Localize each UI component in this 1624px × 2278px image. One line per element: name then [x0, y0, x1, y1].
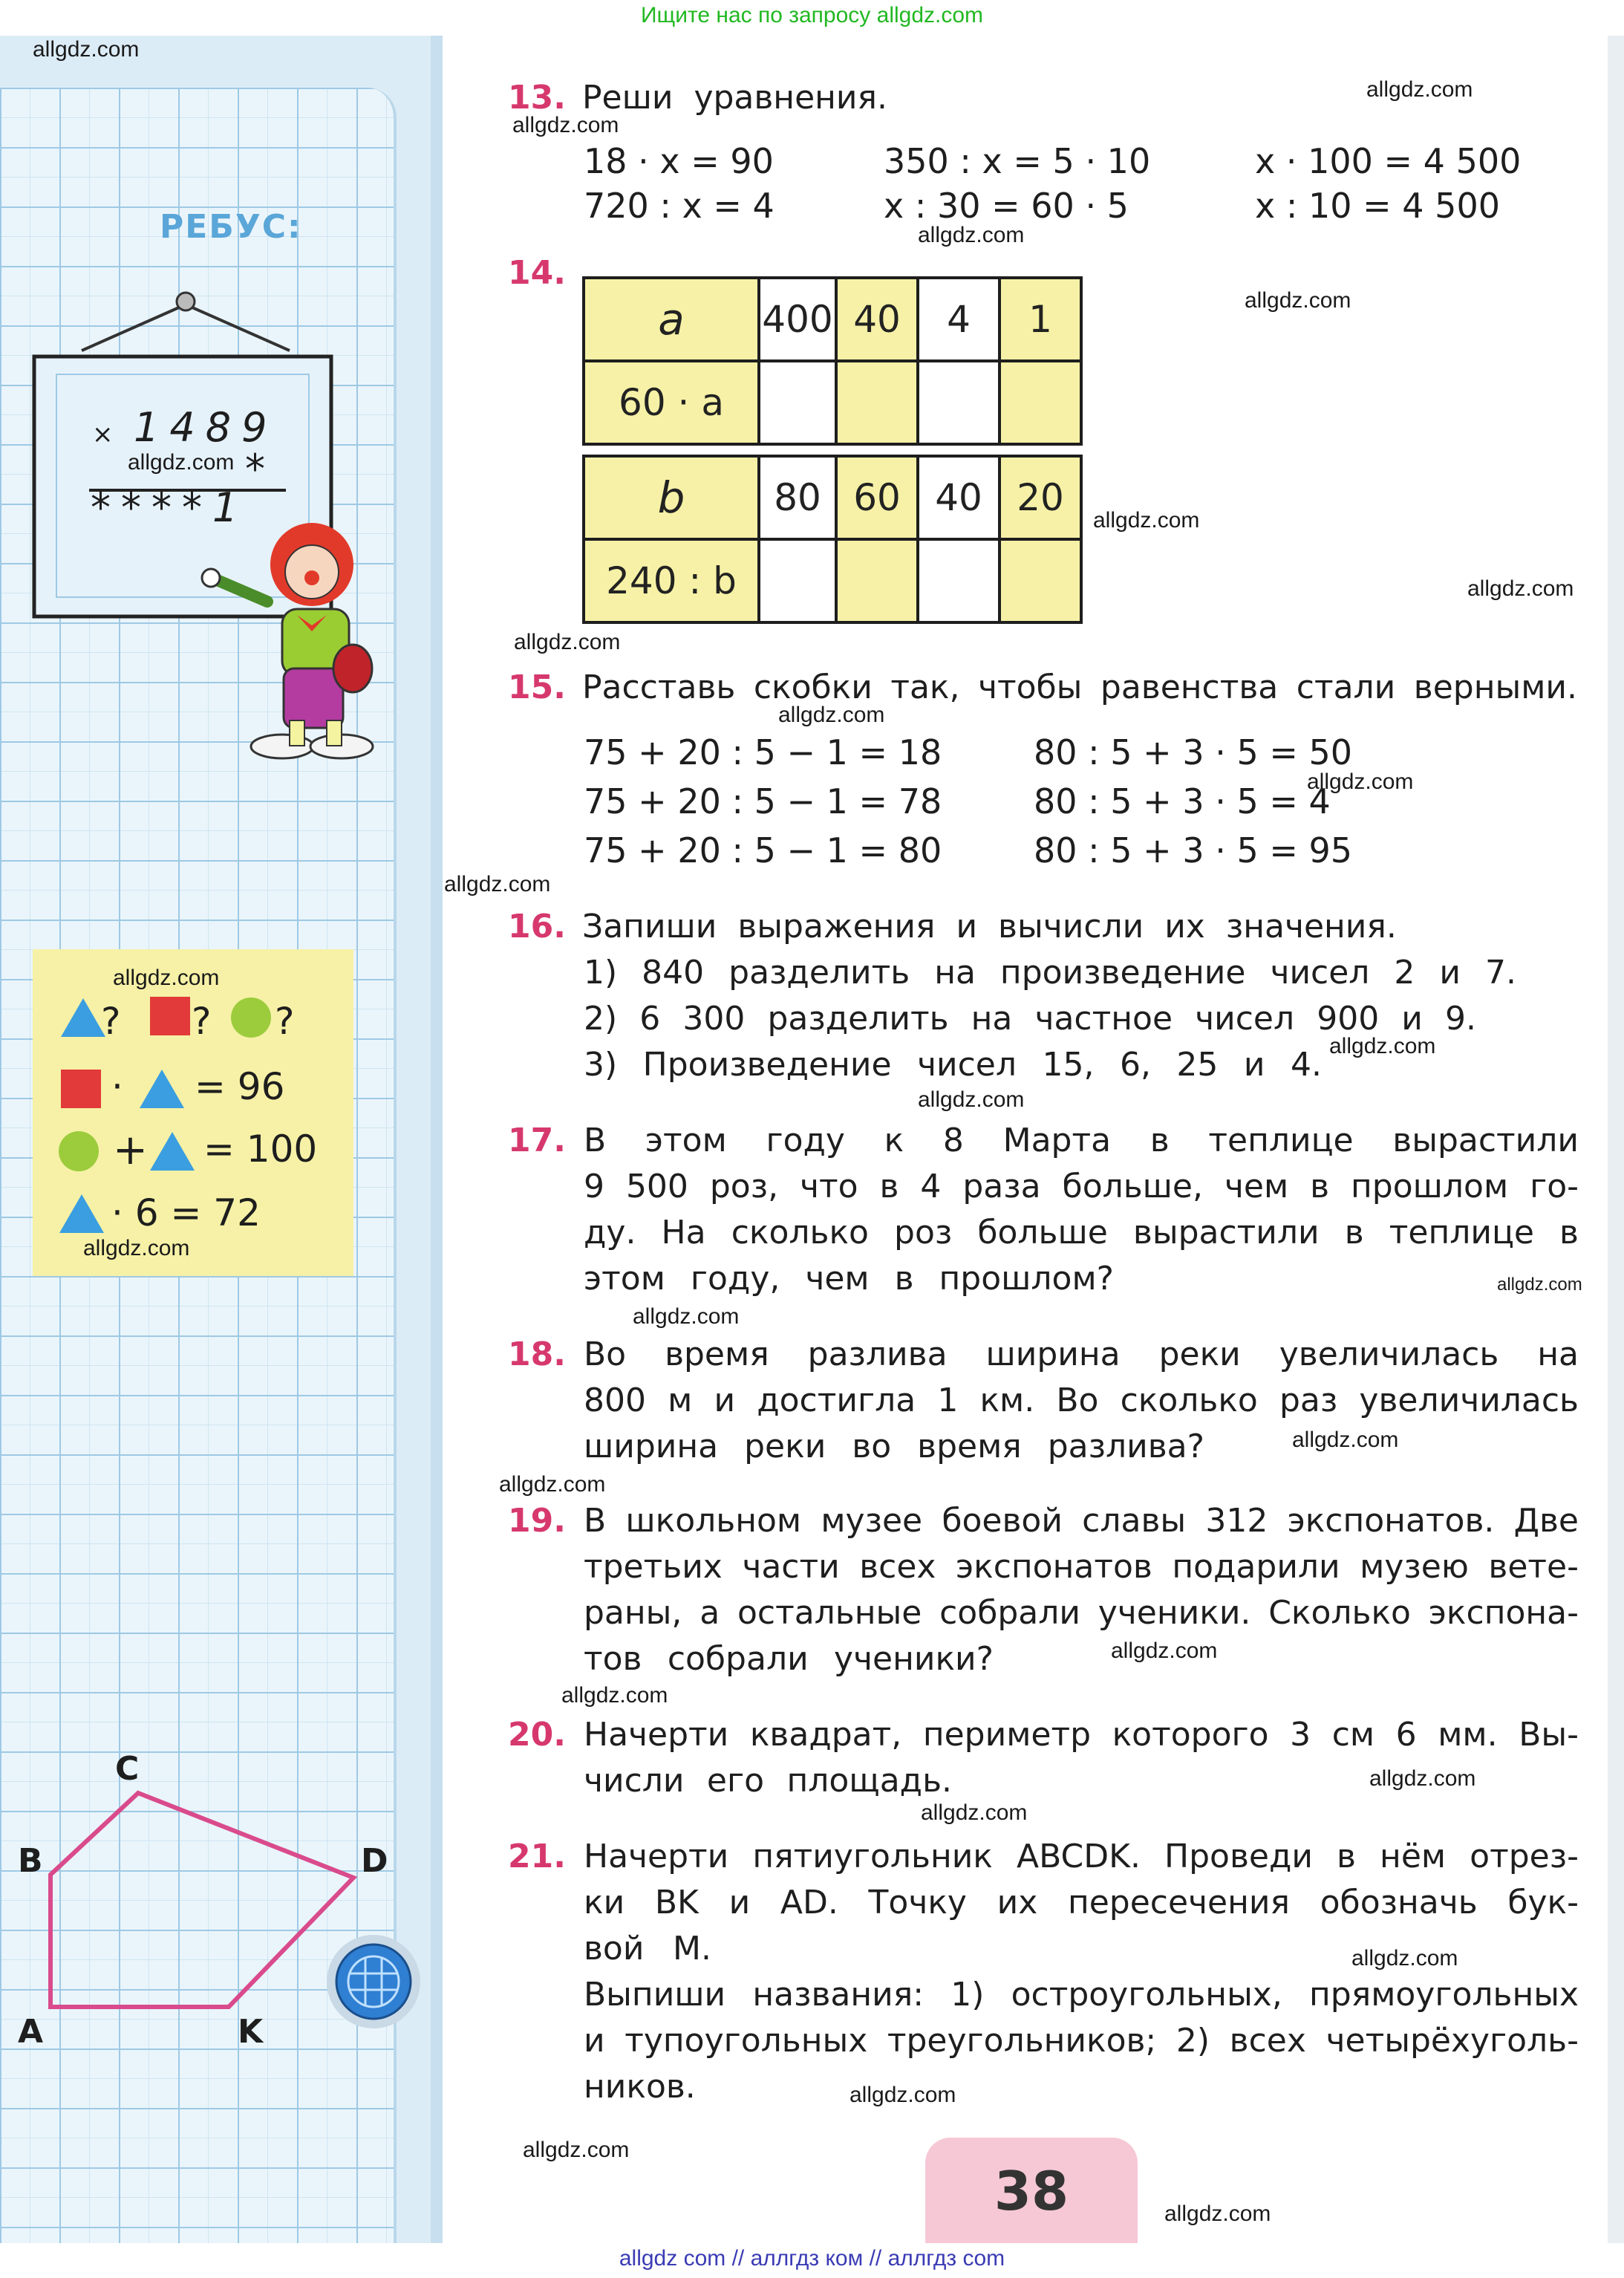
watermark: allgdz.com	[1111, 1638, 1218, 1663]
plus-sign: +	[113, 1126, 148, 1174]
square-question: ?	[192, 1000, 212, 1043]
grid-globe-icon	[334, 1942, 413, 2021]
task-14-number: 14.	[508, 254, 566, 292]
top-banner	[0, 0, 1624, 36]
task-14-table-b	[582, 455, 1083, 624]
task-17-line-4: этом году, чем в прошлом?	[584, 1260, 1114, 1298]
watermark: allgdz.com	[633, 1304, 740, 1329]
task-19-number: 19.	[508, 1502, 566, 1540]
task-15-number: 15.	[508, 668, 566, 706]
task-16-item-3: 3) Произведение чисел 15, 6, 25 и 4.	[584, 1046, 1322, 1084]
task-21-number: 21.	[508, 1838, 566, 1875]
task-19-line-4: тов собрали ученики?	[584, 1640, 994, 1678]
task-17-number: 17.	[508, 1122, 566, 1159]
task-18-line-3: ширина реки во время разлива?	[584, 1428, 1204, 1465]
equation-two-result: = 100	[203, 1127, 318, 1171]
task-19-line-2: третьих части всех экспонатов подарили музею вете-	[584, 1548, 1579, 1586]
table-a-value: 40	[836, 278, 918, 361]
watermark: allgdz.com	[778, 703, 885, 727]
watermark: allgdz.com	[514, 630, 621, 654]
rebus-result: ****1	[91, 484, 249, 531]
multiply-dot: ·	[111, 1065, 123, 1108]
page-gutter	[431, 36, 443, 2243]
task-13-eq-1: 18 · x = 90	[584, 141, 774, 181]
vertex-k-label: K	[238, 2013, 264, 2051]
watermark: allgdz.com	[1307, 769, 1414, 794]
triangle-icon	[149, 1129, 196, 1174]
table-b-value: 20	[999, 456, 1081, 539]
table-a-answer-cell[interactable]	[759, 361, 836, 444]
task-15-title: Расставь скобки так, чтобы равенства стали верными.	[582, 668, 1577, 706]
watermark: allgdz.com	[921, 1800, 1028, 1825]
task-18-line-1: Во время разлива ширина реки увеличилась на	[584, 1335, 1579, 1373]
watermark: allgdz.com	[128, 450, 235, 475]
bottom-banner-text: allgdz com // аллгдз ком // аллгдз com	[619, 2246, 1005, 2271]
bottom-banner	[0, 2243, 1624, 2278]
watermark: allgdz.com	[113, 966, 220, 990]
table-a-answer-cell[interactable]	[918, 361, 999, 444]
triangle-icon	[59, 995, 107, 1040]
table-a-answer-cell[interactable]	[836, 361, 918, 444]
task-14-table-a	[582, 276, 1083, 446]
watermark: allgdz.com	[1351, 1946, 1458, 1971]
task-15-right-3: 80 : 5 + 3 · 5 = 95	[1034, 830, 1353, 870]
rebus-times: ×	[92, 420, 114, 449]
watermark: allgdz.com	[444, 872, 551, 896]
watermark: allgdz.com	[918, 223, 1025, 247]
triangle-icon	[138, 1067, 186, 1111]
task-13-eq-2: 720 : x = 4	[584, 186, 775, 226]
page-edge	[1608, 36, 1624, 2243]
circle-icon	[58, 1130, 102, 1172]
task-19-line-1: В школьном музее боевой славы 312 экспонатов. Две	[584, 1502, 1579, 1540]
watermark: allgdz.com	[1245, 288, 1351, 313]
task-17-line-2: 9 500 роз, что в 4 раза больше, чем в прошлом го-	[584, 1168, 1579, 1205]
watermark: allgdz.com	[83, 1236, 190, 1260]
task-13-title: Реши уравнения.	[582, 79, 887, 117]
task-21-line-3: вой M.	[584, 1930, 711, 1968]
task-13-eq-5: x · 100 = 4 500	[1255, 141, 1522, 181]
equation-three-result: · 6 = 72	[111, 1191, 261, 1234]
task-18-number: 18.	[508, 1335, 566, 1373]
task-16-title: Запиши выражения и вычисли их значения.	[582, 908, 1397, 946]
table-b-value: 40	[918, 456, 999, 539]
task-17-line-1: В этом году к 8 Марта в теплице вырастили	[584, 1122, 1579, 1159]
table-b-expression: 240 : b	[584, 539, 759, 622]
task-21-line-6: ников.	[584, 2068, 696, 2106]
table-b-header: b	[584, 456, 759, 539]
vertex-a-label: A	[18, 2013, 44, 2051]
task-13-eq-4: x : 30 = 60 · 5	[884, 186, 1129, 226]
task-20-number: 20.	[508, 1716, 566, 1754]
task-15-left-3: 75 + 20 : 5 − 1 = 80	[584, 830, 942, 870]
clown-illustration	[200, 520, 394, 772]
triangle-icon	[58, 1191, 105, 1236]
task-20-line-2: числи его площадь.	[584, 1762, 952, 1800]
task-15-left-1: 75 + 20 : 5 − 1 = 18	[584, 732, 942, 772]
task-18-line-2: 800 м и достигла 1 км. Во сколько раз увеличилась	[584, 1382, 1579, 1419]
task-16-item-1: 1) 840 разделить на произведение чисел 2 и 7.	[584, 954, 1516, 992]
task-15-left-2: 75 + 20 : 5 − 1 = 78	[584, 781, 942, 821]
watermark: allgdz.com	[33, 37, 140, 62]
task-21-line-1: Начерти пятиугольник ABCDK. Проведи в нём отрез-	[584, 1838, 1579, 1875]
watermark: allgdz.com	[1366, 77, 1473, 102]
watermark: allgdz.com	[1329, 1034, 1436, 1058]
top-banner-text: Ищите нас по запросу allgdz.com	[640, 3, 984, 27]
table-b-answer-cell[interactable]	[759, 539, 836, 622]
table-b-answer-cell[interactable]	[918, 539, 999, 622]
table-b-answer-cell[interactable]	[999, 539, 1081, 622]
triangle-question: ?	[101, 1000, 121, 1043]
table-b-value: 80	[759, 456, 836, 539]
watermark: allgdz.com	[561, 1683, 668, 1708]
page-number: 38	[994, 2160, 1069, 2222]
square-icon	[59, 1068, 104, 1110]
table-a-value: 400	[759, 278, 836, 361]
task-13-eq-6: x : 10 = 4 500	[1255, 186, 1500, 226]
task-16-item-2: 2) 6 300 разделить на частное чисел 900 и 9.	[584, 1000, 1476, 1038]
task-15-right-1: 80 : 5 + 3 · 5 = 50	[1034, 732, 1353, 772]
rebus-second-number: *	[245, 446, 265, 492]
table-a-answer-cell[interactable]	[999, 361, 1081, 444]
task-17-line-3: ду. На сколько роз больше вырастили в теплице в	[584, 1214, 1579, 1252]
task-16-number: 16.	[508, 908, 566, 946]
watermark: allgdz.com	[1292, 1428, 1399, 1452]
watermark: allgdz.com	[849, 2083, 956, 2107]
task-19-line-3: раны, а остальные собрали ученики. Сколько экспона-	[584, 1594, 1579, 1632]
table-a-value: 4	[918, 278, 999, 361]
equation-one-result: = 96	[195, 1065, 285, 1108]
task-15-right-2: 80 : 5 + 3 · 5 = 4	[1034, 781, 1331, 821]
table-a-value: 1	[999, 278, 1081, 361]
table-b-value: 60	[836, 456, 918, 539]
table-a-expression: 60 · a	[584, 361, 759, 444]
table-b-answer-cell[interactable]	[836, 539, 918, 622]
watermark: allgdz.com	[1093, 508, 1200, 533]
watermark: allgdz.com	[523, 2138, 630, 2162]
task-20-line-1: Начерти квадрат, периметр которого 3 см 6 мм. Вы-	[584, 1716, 1579, 1754]
watermark: allgdz.com	[512, 113, 619, 137]
vertex-b-label: B	[18, 1842, 43, 1880]
table-a-header: a	[584, 278, 759, 361]
watermark: allgdz.com	[1497, 1275, 1582, 1295]
vertex-d-label: D	[361, 1842, 388, 1880]
circle-question: ?	[275, 1000, 295, 1043]
watermark: allgdz.com	[499, 1472, 606, 1497]
rebus-title: РЕБУС:	[160, 208, 302, 246]
task-13-number: 13.	[508, 79, 566, 117]
task-13-eq-3: 350 : x = 5 · 10	[884, 141, 1151, 181]
rebus-top-number: 1489	[134, 404, 278, 451]
circle-icon	[230, 997, 275, 1038]
task-21-line-5: и тупоугольных треугольников; 2) всех четырёхуголь-	[584, 2022, 1579, 2060]
watermark: allgdz.com	[1164, 2201, 1271, 2226]
square-icon	[149, 995, 193, 1037]
task-21-line-4: Выпиши названия: 1) остроугольных, прямоугольных	[584, 1976, 1579, 2014]
vertex-c-label: C	[115, 1750, 140, 1788]
watermark: allgdz.com	[1369, 1766, 1476, 1791]
watermark: allgdz.com	[1467, 576, 1574, 601]
watermark: allgdz.com	[918, 1087, 1025, 1112]
task-21-line-2: ки BK и AD. Точку их пересечения обозначь бук-	[584, 1884, 1579, 1921]
